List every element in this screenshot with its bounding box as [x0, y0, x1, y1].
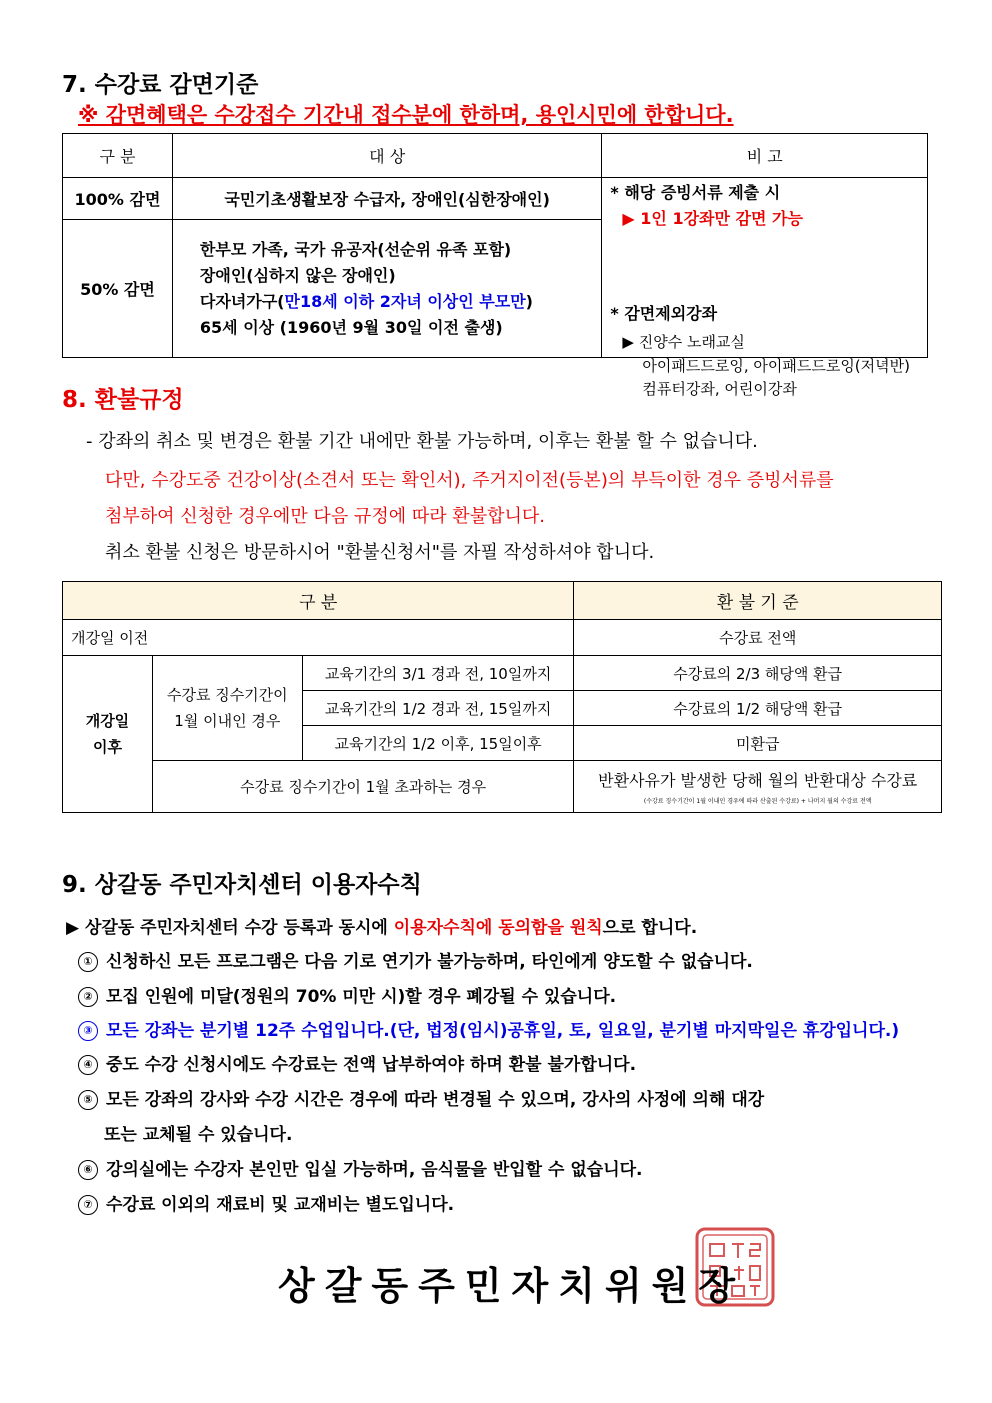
refund-over-value: 반환사유가 발생한 당해 월의 반환대상 수강료	[598, 771, 918, 790]
remark-note-1: * 해당 증빙서류 제출 시	[610, 183, 781, 202]
rule-5	[78, 1085, 764, 1110]
rule-1-text: 신청하신 모든 프로그램은 다음 기로 연기가 불가능하며, 타인에게 양도할 수 없습니다.	[106, 952, 753, 972]
refund-cond-1: 교육기간의 3/1 경과 전, 10일까지	[302, 656, 574, 691]
rules-intro	[66, 913, 697, 938]
remark-note-2-sub-1: ▶ 진양수 노래교실	[622, 333, 745, 351]
row-50-label: 50% 감면	[63, 220, 173, 358]
refund-over-cell	[574, 761, 942, 813]
remark-note-2: * 감면제외강좌	[610, 304, 718, 323]
refund-after-label-2: 이후	[92, 738, 122, 756]
row-50-target	[172, 220, 602, 358]
header-remarks: 비 고	[602, 134, 928, 178]
rule-4	[78, 1050, 636, 1075]
refund-period-label-2: 1월 이내인 경우	[174, 712, 281, 730]
rule-3-number: ③	[78, 1021, 98, 1041]
rule-2	[78, 982, 616, 1007]
row-50-line-3	[200, 289, 602, 315]
rules-intro-suffix: 으로 합니다.	[602, 918, 698, 938]
header-category: 구 분	[63, 134, 173, 178]
row-50-line-2: 장애인(심하지 않은 장애인)	[199, 265, 396, 285]
refund-table	[62, 581, 942, 813]
row-50-line-3-blue: 만18세 이하 2자녀 이상인 부모만	[284, 291, 526, 311]
rule-5-continued: 또는 교체될 수 있습니다.	[104, 1125, 293, 1145]
refund-cond-2: 교육기간의 1/2 경과 전, 15일까지	[302, 691, 574, 726]
refund-over-note: (수강료 징수기간이 1월 이내인 경우에 따라 산출된 수강료) + 나머지 월의 수강료 전액	[643, 798, 872, 805]
rule-1-number: ①	[78, 952, 98, 972]
refund-line-3: 첨부하여 신청한 경우에만 다음 규정에 따라 환불합니다.	[105, 506, 545, 527]
rules-intro-prefix: ▶ 상갈동 주민자치센터 수강 등록과 동시에	[66, 918, 394, 938]
signature: 상갈동주민자치위원장	[278, 1264, 746, 1308]
rule-7-text: 수강료 이외의 재료비 및 교재비는 별도입니다.	[106, 1195, 455, 1215]
section-8-title: 8. 환불규정	[62, 387, 184, 413]
header-target: 대 상	[172, 134, 602, 178]
rule-3-text: 모든 강좌는 분기별 12주 수업입니다.(단, 법정(임시)공휴일, 토, 일요일, 분기별 마지막일은 휴강입니다.)	[106, 1021, 900, 1041]
refund-after-label	[63, 656, 153, 813]
section-7-notice: ※ 감면혜택은 수강접수 기간내 접수분에 한하며, 용인시민에 한합니다.	[78, 103, 734, 127]
refund-line-2: 다만, 수강도중 건강이상(소견서 또는 확인서), 주거지이전(등본)의 부득이한 경우 증빙서류를	[105, 470, 834, 491]
refund-period-label	[152, 656, 302, 761]
refund-period-label-1: 수강료 징수기간이	[166, 686, 288, 704]
rule-4-number: ④	[78, 1055, 98, 1075]
rule-3	[78, 1016, 899, 1041]
remarks-cell	[602, 178, 928, 398]
refund-line-1: - 강좌의 취소 및 변경은 환불 기간 내에만 환불 가능하며, 이후는 환불 할 수 없습니다.	[86, 431, 758, 452]
rule-2-text: 모집 인원에 미달(정원의 70% 미만 시)할 경우 폐강될 수 있습니다.	[106, 987, 617, 1007]
refund-cond-3: 교육기간의 1/2 이후, 15일이후	[302, 726, 574, 761]
remark-note-1-sub: ▶ 1인 1강좌만 감면 가능	[622, 209, 803, 228]
remark-note-2-sub-3: 컴퓨터강좌, 어린이강좌	[642, 380, 797, 398]
refund-over-label: 수강료 징수기간이 1월 초과하는 경우	[152, 761, 574, 813]
rule-1	[78, 947, 753, 972]
rule-5-text: 모든 강좌의 강사와 수강 시간은 경우에 따라 변경될 수 있으며, 강사의 사정에 의해 대강	[106, 1090, 765, 1110]
rule-5-number: ⑤	[78, 1090, 98, 1110]
row-100-target: 국민기초생활보장 수급자, 장애인(심한장애인)	[172, 178, 602, 220]
row-50-line-3-prefix: 다자녀가구(	[199, 291, 285, 311]
refund-before-value: 수강료 전액	[574, 620, 942, 656]
row-50-line-1: 한부모 가족, 국가 유공자(선순위 유족 포함)	[199, 239, 512, 259]
refund-value-1: 수강료의 2/3 해당액 환급	[574, 656, 942, 691]
row-100-label: 100% 감면	[63, 178, 173, 220]
refund-before-label: 개강일 이전	[63, 620, 574, 656]
rule-7	[78, 1190, 454, 1215]
refund-after-label-1: 개강일	[85, 712, 130, 730]
rule-4-text: 중도 수강 신청시에도 수강료는 전액 납부하여야 하며 환불 불가합니다.	[106, 1055, 637, 1075]
section-7-title: 7. 수강료 감면기준	[62, 72, 259, 98]
refund-value-3: 미환급	[574, 726, 942, 761]
rule-7-number: ⑦	[78, 1195, 98, 1215]
refund-line-4: 취소 환불 신청은 방문하시어 "환불신청서"를 자필 작성하셔야 합니다.	[105, 542, 655, 563]
row-50-line-4: 65세 이상 (1960년 9월 30일 이전 출생)	[199, 317, 503, 337]
section-9-title: 9. 상갈동 주민자치센터 이용자수칙	[62, 872, 422, 898]
refund-header-standard: 환 불 기 준	[574, 582, 942, 620]
discount-table	[62, 133, 928, 398]
rule-6-text: 강의실에는 수강자 본인만 입실 가능하며, 음식물을 반입할 수 없습니다.	[106, 1160, 643, 1180]
rule-6-number: ⑥	[78, 1160, 98, 1180]
refund-value-2: 수강료의 1/2 해당액 환급	[574, 691, 942, 726]
rules-intro-red: 이용자수칙에 동의함을 원칙	[393, 918, 603, 938]
refund-header-category: 구 분	[63, 582, 574, 620]
remark-note-2-sub-2: 아이패드드로잉, 아이패드드로잉(저녁반)	[642, 357, 910, 375]
row-50-line-3-suffix: )	[525, 291, 533, 311]
rule-6	[78, 1155, 643, 1180]
rule-2-number: ②	[78, 987, 98, 1007]
